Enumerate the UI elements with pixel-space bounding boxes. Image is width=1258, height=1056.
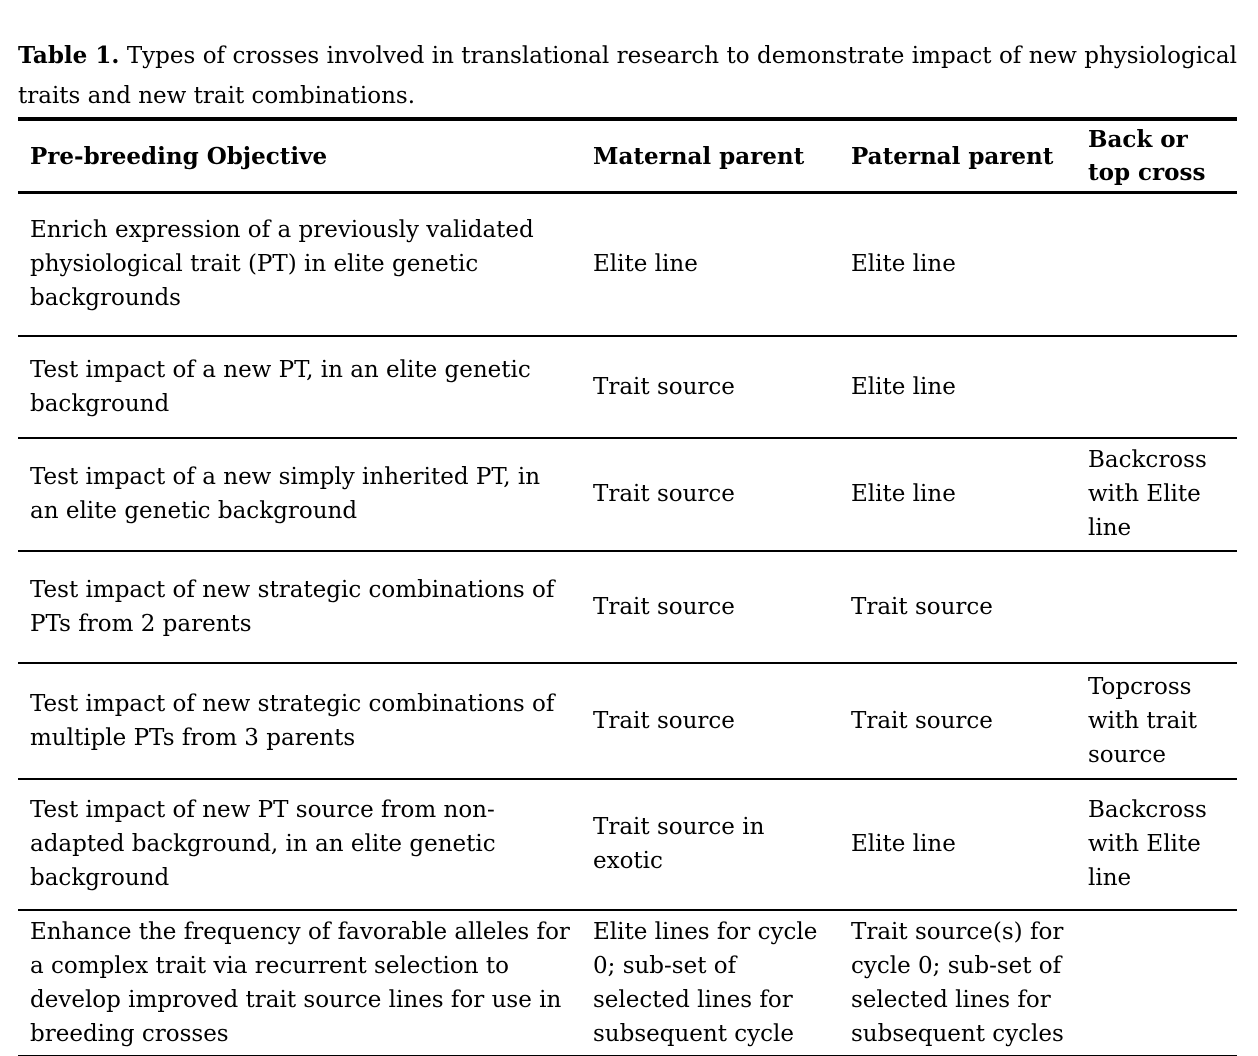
crosses-table [18, 117, 1237, 1056]
cell-paternal-parent: Elite line [851, 831, 956, 857]
cell-paternal-parent: Elite line [851, 373, 956, 400]
cell-paternal-parent: Trait source(s) for cycle 0; sub-set of selected lines for subsequent cycles [851, 918, 1064, 1047]
cell-back-or-top-cross [1076, 551, 1237, 663]
column-header-objective: Pre-breeding Objective [30, 142, 328, 170]
cell-paternal-parent: Elite line [851, 251, 956, 278]
table-row [18, 438, 1237, 551]
cell-maternal-parent: Trait source [593, 707, 735, 734]
cell-back-or-top-cross: Backcross with Elite line [1088, 797, 1207, 891]
cell-paternal-parent: Elite line [851, 481, 956, 507]
cell-paternal-parent: Trait source [851, 593, 993, 620]
table-row [18, 193, 1237, 336]
caption-text: Types of crosses involved in translational research to demonstrate impact of new physiological traits and new trait combinations. [18, 43, 1237, 109]
cell-back-or-top-cross [1076, 193, 1237, 336]
cell-objective: Enrich expression of a previously validated physiological trait (PT) in elite genetic backgrounds [30, 217, 534, 312]
cell-maternal-parent: Trait source [593, 373, 735, 400]
cell-objective: Test impact of a new simply inherited PT, in an elite genetic background [30, 464, 541, 524]
column-header-paternal-parent: Paternal parent [851, 142, 1054, 170]
cell-back-or-top-cross [1076, 336, 1237, 438]
column-header-maternal-parent: Maternal parent [593, 142, 805, 170]
table-row [18, 779, 1237, 910]
cell-maternal-parent: Elite line [593, 251, 698, 278]
cell-paternal-parent: Trait source [851, 707, 993, 734]
caption-label: Table 1. [18, 42, 120, 69]
cell-maternal-parent: Elite lines for cycle 0; sub-set of selected lines for subsequent cycle [593, 918, 818, 1047]
cell-objective: Test impact of a new PT, in an elite genetic background [30, 356, 531, 417]
cell-back-or-top-cross: Backcross with Elite line [1088, 447, 1207, 541]
cell-objective: Enhance the frequency of favorable alleles for a complex trait via recurrent selection to develop improved trait source lines for use in breeding crosses [30, 918, 570, 1047]
cell-back-or-top-cross [1076, 910, 1237, 1056]
cell-objective: Test impact of new strategic combinations of PTs from 2 parents [30, 576, 555, 637]
column-header-back-or-top-cross: Back or top cross [1088, 126, 1206, 186]
table-row [18, 910, 1237, 1056]
cell-maternal-parent: Trait source [593, 593, 735, 620]
cell-maternal-parent: Trait source in exotic [593, 814, 765, 874]
table-row [18, 336, 1237, 438]
table-row [18, 663, 1237, 779]
cell-back-or-top-cross: Topcross with trait source [1088, 673, 1197, 768]
cell-objective: Test impact of new PT source from non-adapted background, in an elite genetic background [30, 797, 496, 891]
cell-maternal-parent: Trait source [593, 481, 735, 507]
table-header-row [18, 119, 1237, 193]
table-caption [18, 36, 1237, 116]
table-row [18, 551, 1237, 663]
cell-objective: Test impact of new strategic combinations of multiple PTs from 3 parents [30, 690, 555, 751]
